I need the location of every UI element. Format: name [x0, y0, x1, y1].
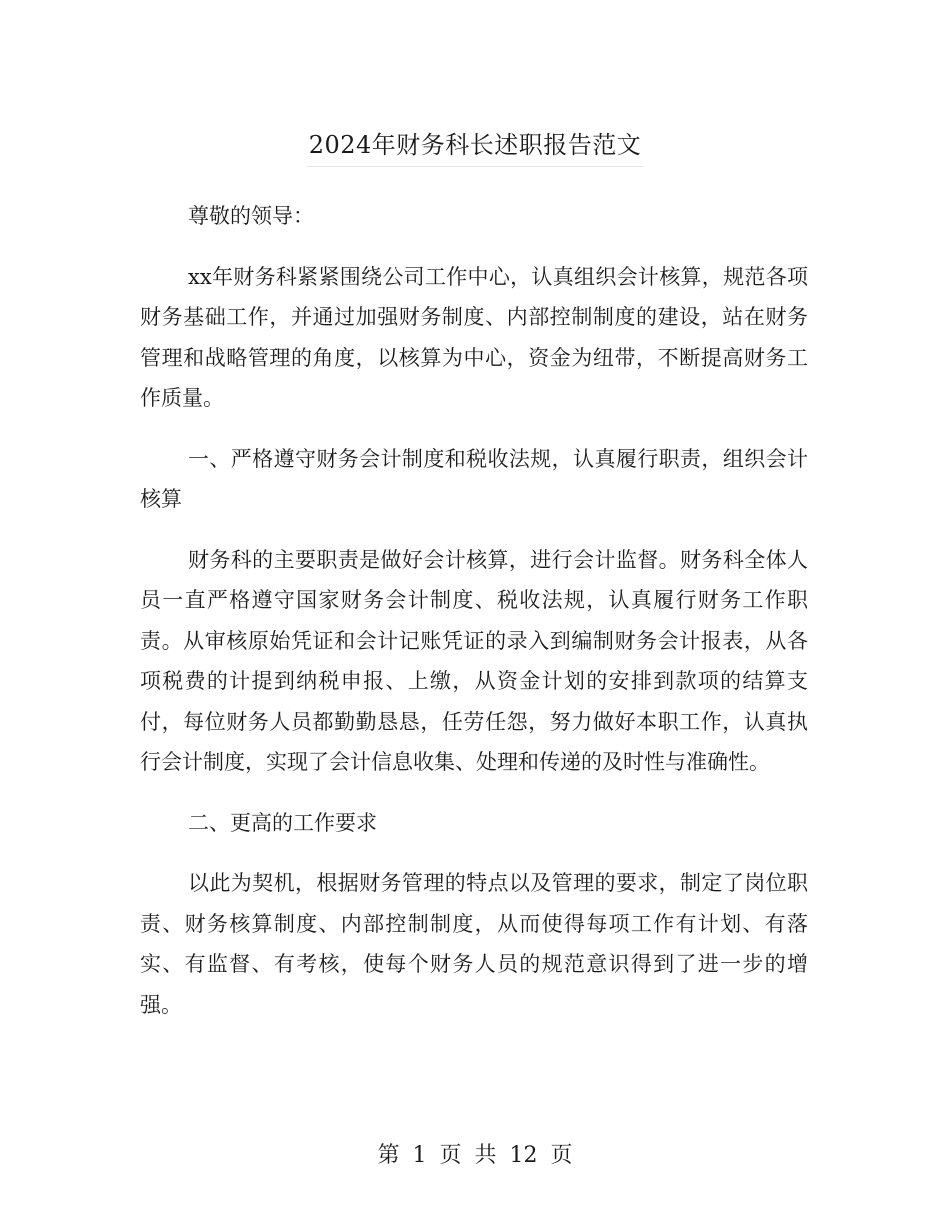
- document-title: 2024年财务科长述职报告范文: [307, 126, 644, 167]
- salutation-paragraph: 尊敬的领导：: [188, 204, 314, 228]
- section-2-paragraph: 以此为契机，根据财务管理的特点以及管理的要求，制定了岗位职责、财务核算制度、内部控制制度，从而使得每项工作有计划、有落实、有监督、有考核，使每个财务人员的规范意识得到了进一步的增强。: [140, 871, 808, 1017]
- intro-paragraph: xx年财务科紧紧围绕公司工作中心，认真组织会计核算，规范各项财务基础工作，并通过加强财务制度、内部控制制度的建设，站在财务管理和战略管理的角度，以核算为中心，资金为纽带，不断提高财务工作质量。: [140, 264, 808, 410]
- title-container: [0, 126, 950, 167]
- section-heading-1: 一、严格遵守财务会计制度和税收法规，认真履行职责，组织会计核算: [140, 446, 808, 511]
- section-heading-2: 二、更高的工作要求: [188, 810, 377, 835]
- section-1-paragraph: 财务科的主要职责是做好会计核算，进行会计监督。财务科全体人员一直严格遵守国家财务会计制度、税收法规，认真履行财务工作职责。从审核原始凭证和会计记账凭证的录入到编制财务会计报表，从各项税费的计提到纳税申报、上缴，从资金计划的安排到款项的结算支付，每位财务人员都勤勤恳恳，任劳任怨，努力做好本职工作，认真执行会计制度，实现了会计信息收集、处理和传递的及时性与准确性。: [140, 547, 808, 774]
- page-number-footer: 第 1 页 共 12 页: [377, 1143, 573, 1168]
- document-body: [140, 196, 808, 1045]
